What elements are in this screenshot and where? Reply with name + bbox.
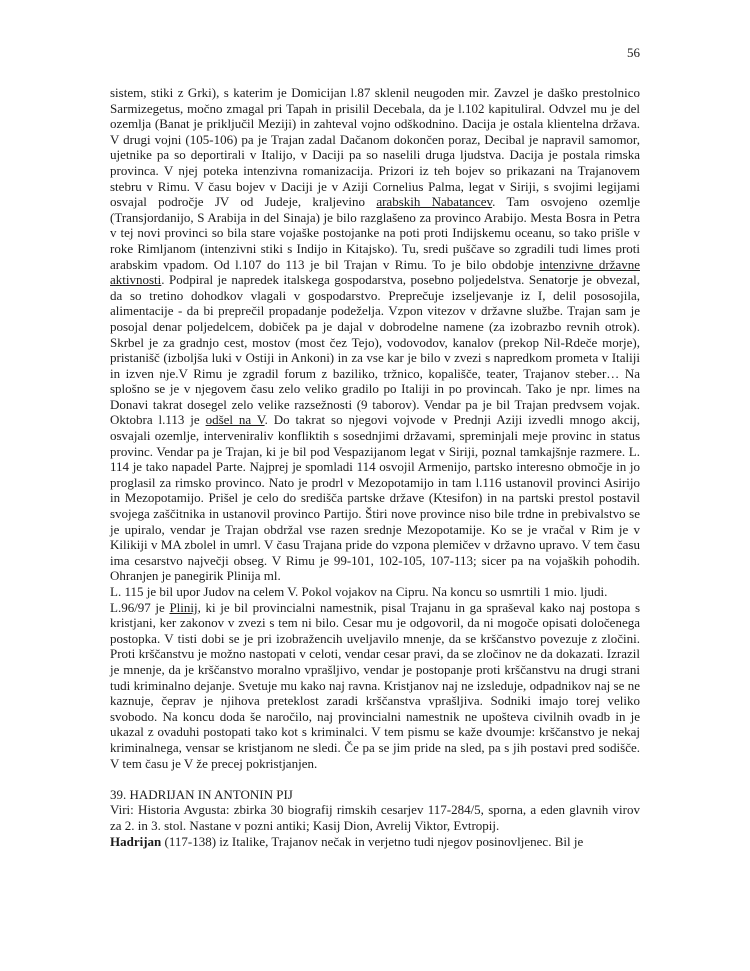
text-run: , ki je bil provincialni namestnik, pisal Trajanu in ga spraševal kako naj postopa s kristjani, ker zakonov v zvezi s tem ni bilo. Cesar mu je odgovoril, da ni mogoče opisati določenega postopka. V tisti dobi se je pri izobražencih uveljavilo mnenje, da se krščanstvo povezuje z zločini. Proti krščanstvu je možno nastopati v celoti, vendar cesar pravi, da se zločinov ne da dokazati. Izrazil je mnenje, da je krščanstvo moralno vprašljivo, vendar je postopanje proti krščanstvu na drugi strani tudi kriminalno dejanje. Svetuje mu kako naj ravna. Kristjanov naj ne izsleduje, odpadnikov naj se ne kaznuje, čeprav je njihova preteklost zaradi krščanstva vprašljiva. Sodniki imajo torej veliko svobodo. Na koncu doda še naročilo, naj provincialni namestnik ne upošteva civilnih ovadb in je ukazal z ovaduhi postopati tako kot s kriminalci. V tem pismu se kaže dvoumje: krščanstvo je nekaj kriminalnega, vensar se kristjanom ne sledi. Če pa se jim pride na sled, pa s jih postavi pred sodišče. V tem času je V že precej pokristjanjen.	[110, 599, 641, 771]
underlined-phrase-odsel-na-v: odšel na V	[205, 412, 265, 428]
paragraph-jewish-revolt	[110, 584, 640, 600]
page-number: 56	[627, 45, 640, 60]
bold-word-hadrijan: Hadrijan	[110, 833, 162, 849]
underlined-phrase-plinij: Plinij	[169, 599, 198, 615]
text-run: (117-138) iz Italike, Trajanov nečak in verjetno tudi njegov posinovljenec. Bil je	[161, 833, 584, 849]
underlined-phrase-drzavna-aktivnost: intenzivne državne aktivnosti	[110, 256, 640, 288]
text-run: sistem, stiki z Grki), s katerim je Domicijan l.87 sklenil neugoden mir. Zavzel je daško prestolnico Sarmizegetus, močno zmagal pri Tapah in prisilil Decebala, da je l.102 kapituliral. Odvzel mu je del ozemlja (Banat je priključil Meziji) in zahteval vojno odškodnino. Dacija je ostala klientelna država. V drugi vojni (105-106) pa je Trajan zadal Dačanom dokončen poraz, Decibal je napravil samomor, ujetnike pa so deportirali v Italijo, v Daciji pa so naselili druga ljudstva. Dacija je postala rimska provinca. V njej poteka intenzivna romanizacija. Prizori iz teh bojev so prikazani na Trajanovem stebru v Rimu. V času bojev v Daciji je v Aziji Cornelius Palma, legat v Siriji, s svojimi legijami osvajal področje JV od Judeje, kraljevino	[110, 85, 640, 210]
text-run: L.96/97 je	[110, 599, 170, 615]
paragraph-hadrian	[110, 834, 640, 850]
section-heading: 39. HADRIJAN IN ANTONIN PIJ	[110, 786, 293, 802]
text-run: . Podpiral je napredek italskega gospodarstva, posebno poljedelstva. Senatorje je obvezal, da so tretino dohodkov vlagali v gospodarstvo. Preprečuje izseljevanje iz I, delil pososojila, alimentacije - da bi preprečil propadanje podeželja. Vzpon vitezov v državne službe. Trajan sam je posojal denar poljedelcem, dobiček pa je dajal v dobrodelne namene (za izobrazbo revnih otrok). Skrbel je za gradnjo cest, mostov (most čez Tejo), vodovodov, kanalov (prekop Nil-Rdeče morje), pristanišč (izboljša luki v Ostiji in Ankoni) in za vse kar je bilo v zvezi s napredkom prometa v Italiji in izven nje.V Rimu je zgradil forum z baziliko, tržnico, kopališče, teater, Trajanov steber… Na splošno se je v njegovem času zelo veliko gradilo po Italiji in po provincah. Tako je npr. limes na Donavi takrat dosegel zelo velike razsežnosti (9 taborov). Vendar pa je bil Trajan predvsem vojak. Oktobra l.113 je	[110, 272, 640, 428]
text-run: Viri: Historia Avgusta: zbirka 30 biografij rimskih cesarjev 117-284/5, sporna, a eden glavnih virov za 2. in 3. stol. Nastane v pozni antiki; Kasij Dion, Avrelij Viktor, Evtropij.	[110, 802, 640, 833]
document-body	[110, 85, 640, 849]
text-run: L. 115 je bil upor Judov na celem V. Pokol vojakov na Cipru. Na koncu so usmrtili 1 mio. ljudi.	[110, 584, 608, 599]
underlined-phrase-arabski-nabatanci: arabskih Nabatancev	[376, 194, 493, 210]
paragraph-sources	[110, 802, 640, 833]
text-run: . Tam osvojeno ozemlje (Transjordanijo, S Arabija in del Sinaja) je bilo razglašeno za provinco Arabijo. Mesta Bosra in Petra v tej novi provinci so bila stare vojaške postojanke na poti proti Indijskemu oceanu, so tako prišle v roke Rimljanom (intenzivni stiki s Indijo in Kitajsko). Tu, sredi puščave so zgradili tudi limes proti arabskim vpadom. Od l.107 do 113 je bil Trajan v Rimu. To je bilo obdobje	[110, 194, 640, 272]
paragraph-pliny-letter	[110, 600, 640, 772]
paragraph-trajan-dacia	[110, 85, 640, 584]
text-run: . Do takrat so njegovi vojvode v Prednji Aziji izvedli mnogo akcij, osvajali ozemlje, interveniraliv konfliktih s sosednjimi državami, spreminjali meje provinc in status provinc. Vendar pa je Trajan, ki je bil pod Vespazijanom legat v Siriji, poznal tamkajšnje razmere. L. 114 je tako napadel Parte. Najprej je spomladi 114 osvojil Armenijo, partsko interesno območje in jo proglasil za rimsko provinco. Nato je prodrl v Mezopotamijo in tam l.116 ustanovil provinci Asirijo in Mezopotamijo. Prišel je celo do središča partske države (Ktesifon) in na partski prestol postavil svojega zaščitnika in ustanovil provinco Partijo. Štiri nove province niso bile trdne in prebivalstvo se je upiralo, vendar je Trajan obdržal vse razen srednje Mezopotamije. Ko se je vračal v Rim je v Kilikiji v MA zbolel in umrl. V času Trajana pride do vzpona plemičev v državno upravo. V tem času ima cesarstvo največji obseg. V Rimu je 99-101, 102-105, 107-113; sicer pa na vojaških pohodih. Ohranjen je panegirik Plinija ml.	[110, 412, 640, 584]
